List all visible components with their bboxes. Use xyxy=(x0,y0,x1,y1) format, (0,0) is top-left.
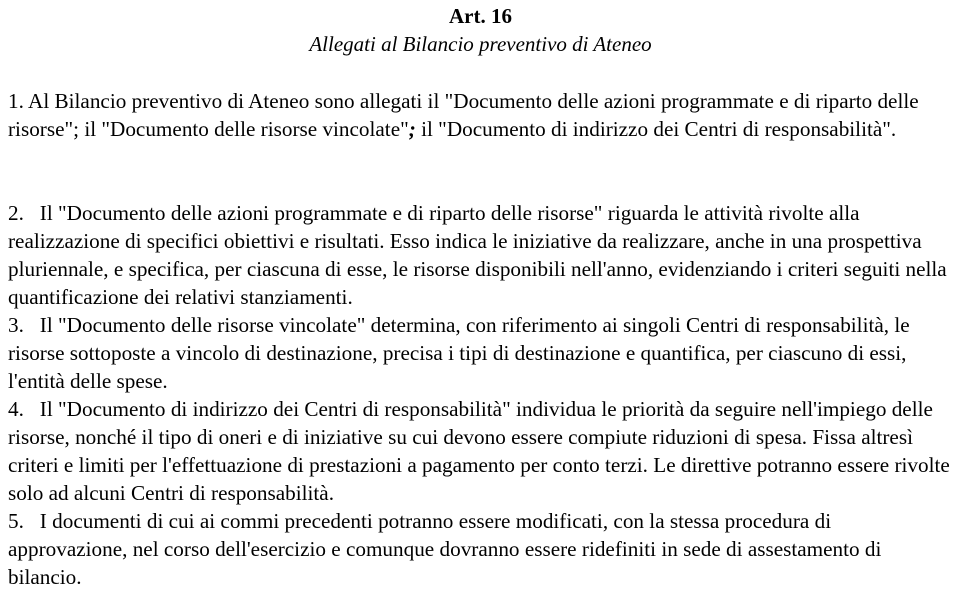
paragraph-text: il "Documento di indirizzo dei Centri di responsabilità". xyxy=(415,117,897,141)
paragraph-text: Il "Documento delle risorse vincolate" determina, con riferimento ai singoli Centri di responsabilità, le risorse sottoposte a vincolo di destinazione, precisa i tipi di destinazione e quantifica, per ciascuno di essi, l'entità delle spese. xyxy=(8,313,910,393)
article-title: Allegati al Bilancio preventivo di Ateneo xyxy=(309,32,652,56)
paragraph-separator: ; xyxy=(408,117,416,141)
paragraph-3 xyxy=(8,311,953,395)
paragraph-number: 5. xyxy=(8,509,24,533)
paragraph-number: 2. xyxy=(8,201,24,225)
paragraph-number: 1. xyxy=(8,89,24,113)
paragraph-text: Il "Documento di indirizzo dei Centri di responsabilità" individua le priorità da seguire nell'impiego delle risorse, nonché il tipo di oneri e di iniziative su cui devono essere compiute riduzioni di spesa. Fissa altresì criteri e limiti per l'effettuazione di prestazioni a pagamento per conto terzi. Le direttive potranno essere rivolte solo ad alcuni Centri di responsabilità. xyxy=(8,397,950,505)
paragraph-text: Il "Documento delle azioni programmate e di riparto delle risorse" riguarda le attività rivolte alla realizzazione di specifici obiettivi e risultati. Esso indica le iniziative da realizzare, anche in una prospettiva pluriennale, e specifica, per ciascuna di esse, le risorse disponibili nell'anno, evidenziando i criteri seguiti nella quantificazione dei relativi stanziamenti. xyxy=(8,201,947,309)
paragraph-text: Al Bilancio preventivo di Ateneo sono allegati il "Documento delle azioni programmate e di riparto delle risorse"; il "Documento delle risorse vincolate" xyxy=(8,89,919,141)
paragraph-text: I documenti di cui ai commi precedenti potranno essere modificati, con la stessa procedura di approvazione, nel corso dell'esercizio e comunque dovranno essere ridefiniti in sede di assestamento di bilancio. xyxy=(8,509,882,589)
paragraph-number: 3. xyxy=(8,313,24,337)
article-number: Art. 16 xyxy=(449,4,512,28)
paragraph-1 xyxy=(8,87,953,143)
paragraph-2 xyxy=(8,199,953,311)
paragraph-4 xyxy=(8,395,953,507)
paragraph-number: 4. xyxy=(8,397,24,421)
paragraph-5 xyxy=(8,507,953,591)
